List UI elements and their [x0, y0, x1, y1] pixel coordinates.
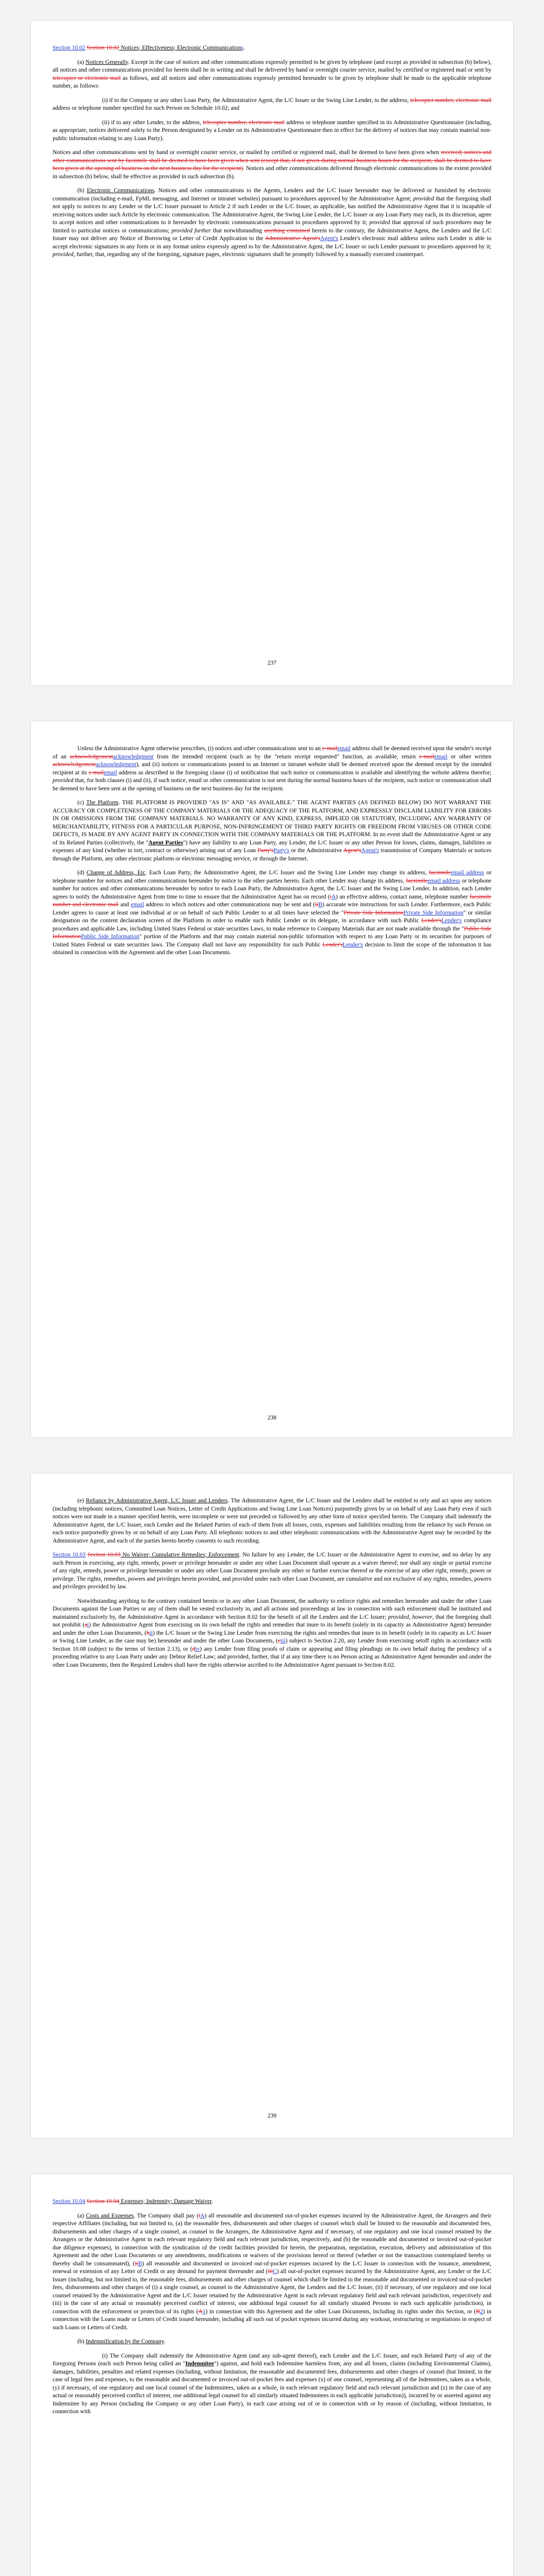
inserted-text: Agent's: [320, 235, 338, 242]
page-number: 238: [267, 1415, 277, 1421]
section-10-03: Section 10.03 Section 10.03 No Waiver; Cumulative Remedies; Enforcement. No failure by any Lender, the L/C Issuer or the Administrative Agent to exercise, and no delay by any such Person in exercising, any right, remedy, power or privilege hereunder or under any other Loan Document shall operate as a waiver thereof; nor shall any single or partial exercise of any right, remedy, power or privilege hereunder or under any other Loan Document preclude any other or further exercise thereof or the exercise of any other right, remedy, power or privilege. The rights, remedies, powers and privileges herein provided, and provided under each other Loan Document, are cumulative and not exclusive of any rights, remedies, powers and privileges provided by law.: [53, 1552, 491, 1590]
subheading: Notices Generally: [85, 59, 128, 65]
section-number-deleted: Section 10.03: [87, 1552, 121, 1558]
section-heading-10-04: Section 10.04 Section 10.04 Expenses; Indemnity; Damage Waiver.: [53, 2198, 213, 2205]
page-237: [31, 21, 513, 685]
section-number-deleted: Section 10.02: [87, 45, 120, 51]
deleted-text: telecopier number, electronic mail: [410, 97, 491, 104]
section-title: No Waiver; Cumulative Remedies; Enforcement: [120, 1552, 239, 1558]
paragraph-indemnification-i: (i) The Company shall indemnify the Administrative Agent (and any sub-agent thereof), each Lender and the L/C Issuer, and each Related Party of any of the foregoing Persons (each such Person being called an "Indemnitee") against, and hold each Indemnitee harmless from, any and all losses, claims (including Environmental Claims), damages, liabilities, penalties and related expenses (including, without limitation, the reasonable and documented fees, disbursements and other charges of counsel (but limited, in the case of legal fees and expenses, to the reasonable and documented or invoiced out-of-pocket fees and expenses (x) of one counsel, representing all of the Indemnitees, taken as a whole, (y) if necessary, of one regulatory and one local counsel of the Indemnitees, taken as a whole, in each relevant regulatory field and each relevant jurisdiction and (z) in the case of any actual or reasonably perceived conflict of interest, one additional legal counsel for all similarly situated Indemnitees in each applicable jurisdiction)), incurred by or asserted against any Indemnitee by any Person (including the Company or any other Loan Party), in each case arising out of or in connection with or by reason of (including, without limitation, in connection with: [53, 2352, 491, 2415]
paragraph-change-of-address: (d) Change of Address, Etc. Each Loan Party, the Administrative Agent, the L/C Issuer and the Swing Line Lender may change its address, facsimileemail address or telephone number for notices and other communications hereunder by notice to the other parties hereto. Each other Lender may change its address, facsimileemail address or telephone number for notices and other communications hereunder by notice to each Loan Party, the Administrative Agent, the L/C Issuer and the Swing Line Lender. In addition, each Lender agrees to notify the Administrative Agent from time to time to ensure that the Administrative Agent has on record (iA) an effective address, contact name, telephone number facsimile number and electronic mail and email address to which notices and other communications may be sent and (iiB) accurate wire instructions for such Lender. Furthermore, each Public Lender agrees to cause at least one individual at or on behalf of such Public Lender to at all times have selected the "Private Side InformationPrivate Side Information" or similar designation on the content declaration screen of the Platform in order to enable such Public Lender or its delegate, in accordance with such Public Lender'sLender's compliance procedures and applicable Law, including United States Federal or state securities Laws, to make reference to Company Materials that are not made available through the "Public Side InformationPublic Side Information" portion of the Platform and that may contain material non-public information with respect to any Loan Party or its securities for purposes of United States Federal or state securities laws. The Company shall not have any responsibility for such Public Lender'sLender's decision to limit the scope of the information it has obtained in connection with the Agreement and the other Loan Documents.: [53, 870, 492, 956]
paragraph-reliance: (e) Reliance by Administrative Agent, L/C Issuer and Lenders. The Administrative Agent, the L/C Issuer and the Lenders shall be entitled to rely and act upon any notices (including telephonic notices, Committed Loan Notices, Letter of Credit Applications and Swing Line Loan Notices) purportedly given by or on behalf of any Loan Party even if such notices were not made in a manner specified herein, were incomplete or were not preceded or followed by any other form of notice specified herein. The Company shall indemnify the Administrative Agent, the L/C Issuer, each Lender and the Related Parties of each of them from all losses, costs, expenses and liabilities resulting from the reliance by such Person on each notice purportedly given by or on behalf of any Loan Party. All telephonic notices to and other telephonic communications with the Administrative Agent may be recorded by the Administrative Agent, and each of the parties hereto hereby consents to such recording.: [53, 1498, 491, 1544]
paragraph-notices-generally: (a) Notices Generally. Except in the case of notices and other communications expressly permitted to be given by telephone (and except as provided in subsection (b) below), all notices and other communications provided for herein shall be in writing and shall be delivered by hand or overnight courier service, mailed by certified or registered mail or sent by telecopier or electronic mail as follows, and all notices and other communications expressly permitted hereunder to be given by telephone shall be made to the applicable telephone number, as follows:: [53, 59, 491, 89]
paragraph-clause-ii: (ii) if to any other Lender, to the address, telecopier number, electronic mail address or telephone number specified in its Administrative Questionnaire (including, as appropriate, notices delivered solely to the Person designated by a Lender on its Administrative Questionnaire then in effect for the delivery of notices that may contain material non-public information relating to any Loan Party).: [53, 119, 491, 142]
page-240: [31, 2174, 513, 2576]
paragraph-notwithstanding: Notwithstanding anything to the contrary contained herein or in any other Loan Document, the authority to enforce rights and remedies hereunder and under the other Loan Documents against the Loan Parties or any of them shall be vested exclusively in, and all actions and proceedings at law in connection with such enforcement shall be instituted and maintained exclusively by, the Administrative Agent in accordance with Section 8.02 for the benefit of all the Lenders and the L/C Issuer; provided, however, that the foregoing shall not prohibit (ai) the Administrative Agent from exercising on its own behalf the rights and remedies that inure to its benefit (solely in its capacity as Administrative Agent) hereunder and under the other Loan Documents, (bii) the L/C Issuer or the Swing Line Lender from exercising the rights and remedies that inure to its benefit (solely in its capacity as L/C Issuer or Swing Line Lender, as the case may be) hereunder and under the other Loan Documents, (ciii) subject to Section 2.20, any Lender from exercising setoff rights in accordance with Section 10.08 (subject to the terms of Section 2.13), or (div) any Lender from filing proofs of claim or appearing and filing pleadings on its own behalf during the pendency of a proceeding relative to any Loan Party under any Debtor Relief Law; and provided, further, that if at any time there is no Person acting as Administrative Agent hereunder and under the other Loan Documents, then the Required Lenders shall have the rights otherwise ascribed to the Administrative Agent pursuant to Section 8.02.: [53, 1598, 492, 1668]
section-heading-10-02: Section 10.02 Section 10.02 Notices; Effectiveness; Electronic Communications.: [53, 45, 245, 51]
section-number-deleted: Section 10.04: [87, 2198, 120, 2205]
paragraph-clause-i: (i) if to the Company or any other Loan Party, the Administrative Agent, the L/C Issuer or the Swing Line Lender, to the address, telecopier number, electronic mail address or telephone number specified for such Person on Schedule 10.02; and: [53, 97, 491, 111]
paragraph-the-platform: (c) The Platform. THE PLATFORM IS PROVIDED "AS IS" AND "AS AVAILABLE." THE AGENT PARTIES (AS DEFINED BELOW) DO NOT WARRANT THE ACCURACY OR COMPLETENESS OF THE COMPANY MATERIALS OR THE ADEQUACY OF THE PLATFORM, AND EXPRESSLY DISCLAIM LIABILITY FOR ERRORS IN OR OMISSIONS FROM THE COMPANY MATERIALS. NO WARRANTY OF ANY KIND, EXPRESS, IMPLIED OR STATUTORY, INCLUDING ANY WARRANTY OF MERCHANTABILITY, FITNESS FOR A PARTICULAR PURPOSE, NON-INFRINGEMENT OF THIRD PARTY RIGHTS OR FREEDOM FROM VIRUSES OR OTHER CODE DEFECTS, IS MADE BY ANY AGENT PARTY IN CONNECTION WITH THE COMPANY MATERIALS OR THE PLATFORM. In no event shall the Administrative Agent or any of its Related Parties (collectively, the "Agent Parties") have any liability to any Loan Party, any Lender, the L/C Issuer or any other Person for losses, claims, damages, liabilities or expenses of any kind (whether in tort, contract or otherwise) arising out of any Loan Party'sParty's or the Administrative Agent'sAgent's transmission of Company Materials or notices through the Platform, any other electronic platform or electronic messaging service, or through the Internet.: [53, 800, 492, 862]
subheading: Change of Address, Etc: [87, 870, 145, 876]
deleted-text: received; notices and other communications sent by facsimile shall be deemed to have been given when sent (except that, if not given during normal business hours for the recipient, shall be deemed to have been given at the opening of business on the next business day for the recipient): [53, 149, 491, 172]
paragraph-costs-and-expenses: (a) Costs and Expenses. The Company shall pay (iA) all reasonable and documented out-of-pocket expenses incurred by the Administrative Agent, the Arrangers and their respective Affiliates (including, but not limited to, (a) the reasonable fees, disbursements and other charges of counsel which shall be limited to the reasonable and documented fees, disbursements and other charges of a single counsel, as counsel to the Arrangers, the Administrative Agent and if necessary, of one regulatory and one local counsel retained by the Arrangers or the Administrative Agent in each relevant regulatory field and each relevant jurisdiction, respectively, and (b) the reasonable and documented or invoiced out-of-pocket due diligence expenses), in connection with the syndication of the credit facilities provided for herein, the preparation, negotiation, execution, delivery and administration of this Agreement and the other Loan Documents or any amendments, modifications or waivers of the provisions hereof or thereof (whether or not the transactions contemplated hereby or thereby shall be consummated), (iiB) all reasonable and documented or invoiced out-of-pocket expenses incurred by the L/C Issuer in connection with the issuance, amendment, renewal or extension of any Letter of Credit or any demand for payment thereunder and (iiiC) all out-of-pocket expenses incurred by the Administrative Agent, any Lender or the L/C Issuer (including, but not limited to, the reasonable fees, disbursements and other charges of counsel which shall be limited to the reasonable and documented or invoiced out-of-pocket fees, disbursements and other charges of (i) a single counsel, as counsel to the Administrative Agent, the Lenders and the L/C Issuer, (ii) if necessary, of one regulatory and one local counsel retained by the Administrative Agent and the L/C Issuer retained by the Administrative Agent in each relevant regulatory field and each relevant jurisdiction, respectively and (iii) in the case of any actual or reasonably perceived conflict of interest, one additional legal counsel for all similarly situated Persons in each such applicable jurisdiction), in connection with the enforcement or protection of its rights (A1) in connection with this Agreement and the other Loan Documents, including its rights under this Section, or (B2) in connection with the Loans made or Letters of Credit issued hereunder, including all such out of pocket expenses incurred during any workout, restructuring or negotiations in respect of such Loans or Letters of Credit.: [53, 2212, 492, 2331]
deleted-text: Administrative Agent's: [265, 235, 320, 242]
page-239: [31, 1473, 513, 2138]
subheading: The Platform: [86, 800, 119, 806]
deleted-text: telecopier or electronic mail: [53, 75, 121, 81]
inserted-text: s: [241, 45, 243, 51]
subheading: Reliance by Administrative Agent, L/C Issuer and Lenders: [86, 1498, 228, 1504]
section-title: Expenses; Indemnity; Damage Waiver: [119, 2198, 212, 2205]
paragraph-electronic-communications: (b) Electronic Communications. Notices and other communications to the Agents, Lenders and the L/C Issuer hereunder may be delivered or furnished by electronic communication (including e-mail, FpML messaging, and Internet or intranet websites) pursuant to procedures approved by the Administrative Agent; provided that the foregoing shall not apply to notices to any Lender or the L/C Issuer pursuant to Article 2 if such Lender or the L/C Issuer, as applicable, has notified the Administrative Agent that it is incapable of receiving notices under such Article by electronic communication. The Administrative Agent, the Swing Line Lender, the L/C Issuer or any Loan Party may each, in its discretion, agree to accept notices and other communications to it hereunder by electronic communications pursuant to procedures approved by it; provided that approval of such procedures may be limited to particular notices or communications; provided further that notwithstanding anything contained herein to the contrary, the Administrative Agent, the Lenders and the L/C Issuer may not deliver any Notice of Borrowing or Letter of Credit Application to the Administrative Agent'sAgent's Lender's electronic mail address unless such Lender is able to accept electronic signatures in any form or in any format unless expressly agreed to by the Administrative Agent, the L/C Issuer or such Lender pursuant to procedures approved by it; provided, further, that, regarding any of the foregoing, signature pages, electronic signatures shall be promptly followed by a manually executed counterpart.: [53, 188, 491, 258]
deleted-text: anything contained: [264, 227, 310, 234]
paragraph-notices-continued: Notices and other communications sent by hand or overnight courier service, or mailed by certified or registered mail, shall be deemed to have been given when received; notices and other communications sent by facsimile shall be deemed to have been given when sent (except that, if not given during normal business hours for the recipient, shall be deemed to have been given at the opening of business on the next business day for the recipient). Notices and other communications delivered through electronic communications to the extent provided in subsection (b) below, shall be effective as provided in such subsection (b).: [53, 149, 491, 180]
subheading: Electronic Communications: [87, 188, 155, 194]
page-number: 239: [267, 2113, 277, 2119]
section-title: Notices; Effectiveness; Electronic Communication: [119, 45, 241, 51]
subheading: Costs and Expenses: [86, 2212, 134, 2219]
page-238: [31, 721, 513, 1437]
section-number-inserted: Section 10.03: [53, 1552, 86, 1558]
section-number-inserted: Section 10.04: [53, 2198, 86, 2205]
deleted-text: telecopier number, electronic mail: [203, 119, 285, 126]
page-number: 237: [267, 660, 277, 666]
section-number-inserted: Section 10.02: [53, 45, 86, 51]
paragraph-unless-prescribed: Unless the Administrative Agent otherwise prescribes, (i) notices and other communications sent to an e-mailemail address shall be deemed received upon the sender's receipt of an acknowledgementacknowledgment from the intended recipient (such as by the "return receipt requested" function, as available, return e-mailemail or other written acknowledgementacknowledgment), and (ii) notices or communications posted to an Internet or intranet website shall be deemed received upon the deemed receipt by the intended recipient at its e-mailemail address as described in the foregoing clause (i) of notification that such notice or communication is available and identifying the website address therefor; provided that, for both clauses (i) and (ii), if such notice, email or other communication is not sent during the normal business hours of the recipient, such notice or communication shall be deemed to have been sent at the opening of business on the next business day for the recipient.: [53, 745, 491, 792]
paragraph-indemnification-heading: (b) Indemnification by the Company.: [77, 2338, 166, 2345]
subheading: Indemnification by the Company: [86, 2338, 164, 2345]
